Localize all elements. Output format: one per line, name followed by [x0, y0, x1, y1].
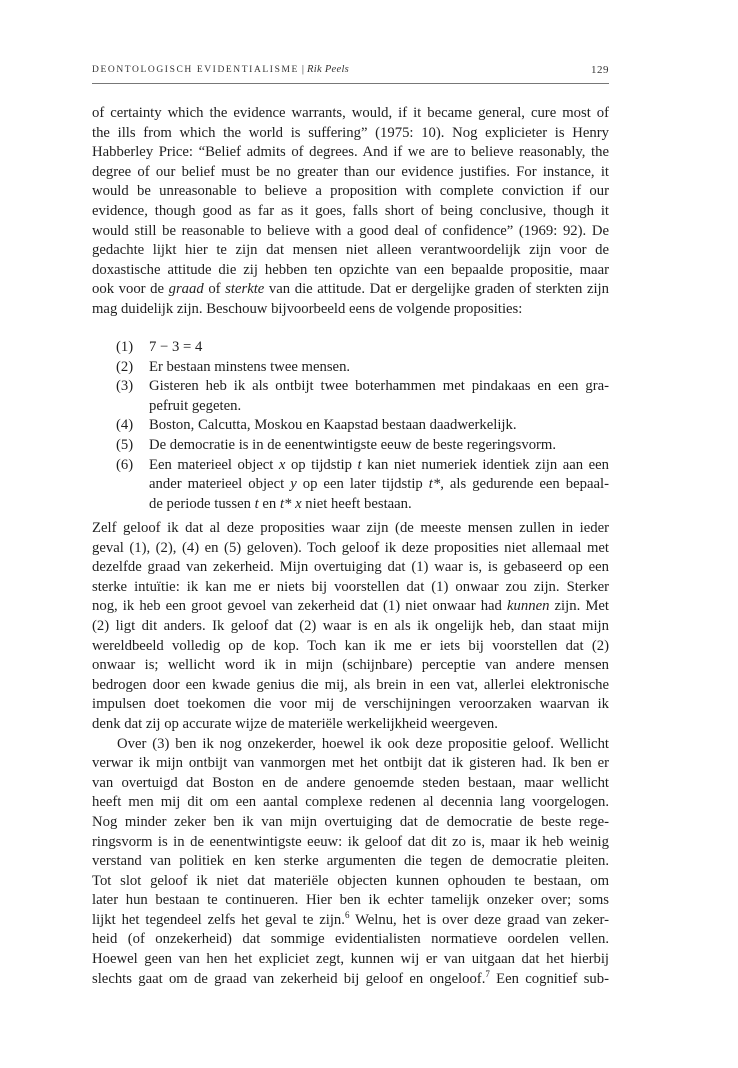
- text-line: would be unreasonable to believe a proposition with complete conviction if our: [92, 183, 609, 200]
- text-line: Over (3) ben ik nog onzekerder, hoewel ik ook deze propositie geloof. Wellicht: [117, 735, 609, 752]
- list-item: [92, 377, 609, 397]
- text-line: sterke intuïtie: ik kan me er niets bij voorstellen dat (1) onwaar zou zijn. Sterker: [92, 578, 609, 595]
- list-item: [92, 358, 609, 378]
- text-line: Nog minder zeker ben ik van mijn overtuiging dat de democratie de beste rege-: [92, 813, 609, 830]
- italic-variable: x: [291, 495, 302, 512]
- list-item-continuation: [92, 495, 609, 515]
- list-number: (1): [116, 339, 134, 355]
- text-line: geval (1), (2), (4) en (5) geloven). Toch geloof ik deze proposities niet allemaal met: [92, 539, 609, 556]
- text-line: heid (of onzekerheid) dat sommige evidentialisten normatieve oordelen vellen.: [92, 931, 609, 948]
- text-line: doxastische attitude die zij hebben ten opzichte van een bepaalde propositie, maar: [92, 261, 609, 278]
- text-line: would still be reasonable to believe with a good deal of confidence” (1969: 92). De: [92, 222, 609, 239]
- text-line: nog, ik heb een groot gevoel van zekerheid dat (1) niet onwaar had kunnen zijn. Met: [92, 598, 609, 615]
- list-item-continuation: [92, 475, 609, 495]
- running-title-block: [92, 64, 349, 75]
- italic-variable: t: [254, 495, 259, 512]
- list-text: pefruit gegeten.: [149, 397, 242, 414]
- text-line: Zelf geloof ik dat al deze proposities waar zijn (de meeste mensen zullen in ieder: [92, 520, 609, 536]
- text-line: van overtuigd dat Boston en de andere genoemde steden bestaan, maar wellicht: [92, 774, 609, 791]
- italic-term: graad: [168, 281, 204, 298]
- text-line: later hun bestaan te continueren. Hier ben ik echter tamelijk onzeker over; soms: [92, 892, 609, 909]
- list-text: 7 − 3 = 4: [149, 339, 203, 355]
- text-line: of certainty which the evidence warrants, would, if it became general, cure most of: [92, 105, 609, 121]
- running-title: DEONTOLOGISCH EVIDENTIALISME: [92, 65, 299, 75]
- text-line: the ills from which the world is suffering” (1975: 10). Nog explicieter is Henry: [92, 124, 609, 141]
- text-line: ook voor de graad of sterkte van die attitude. Dat er dergelijke graden of sterkten zijn: [92, 281, 609, 298]
- text-line: denk dat zij op accurate wijze de materiële werkelijkheid weergeven.: [92, 715, 498, 732]
- italic-term: sterkte: [225, 281, 265, 298]
- proposition-list: [92, 338, 609, 514]
- italic-variable: t: [357, 456, 362, 473]
- list-text: ander materieel object y op een later tijdstip t*, als gedurende een bepaal-: [149, 476, 610, 493]
- italic-variable: x: [278, 456, 286, 473]
- list-text: Een materieel object x op tijdstip t kan niet numeriek identiek zijn aan een: [149, 456, 609, 473]
- italic-variable: t*: [428, 476, 441, 493]
- list-item-continuation: [92, 397, 609, 417]
- list-number: (2): [116, 358, 134, 375]
- list-number: (6): [116, 456, 134, 473]
- italic-variable: y: [290, 476, 297, 493]
- text-line: verwar ik mijn ontbijt van vanmorgen met het ontbijt dat ik gisteren had. Ik ben er: [92, 755, 609, 772]
- text-line: ringsvorm is in de eenentwintigste eeuw: ik geloof dat dit zo is, maar ik heb weinig: [92, 833, 609, 850]
- text-line: lijkt het tegendeel zelfs het geval te zijn.$^6$ Welnu, het is over deze graad van zeker-: [92, 909, 609, 928]
- text-line: mag duidelijk zijn. Beschouw bijvoorbeeld eens de volgende proposities:: [92, 300, 523, 317]
- text-line: onwaar is; wellicht word ik in mijn (schijnbare) perceptie van andere mensen: [92, 657, 609, 674]
- running-author: Rik Peels: [307, 64, 350, 75]
- text-line: slechts gaat om de graad van zekerheid bij geloof en ongeloof.$^7$ Een cognitief sub-: [92, 968, 609, 987]
- running-header: [92, 64, 609, 80]
- text-line: impulsen doet toekomen die voor mij de verschijningen veroorzaken waarvan ik: [92, 696, 609, 713]
- text-line: Tot slot geloof ik niet dat materiële objecten kunnen ophouden te bestaan, om: [92, 872, 609, 889]
- page-number: 129: [591, 64, 609, 76]
- text-line: degree of our belief must be no greater than our evidence justifies. For instance, it: [92, 163, 609, 180]
- footnote-marker[interactable]: 6: [344, 909, 350, 920]
- list-item: [92, 436, 609, 456]
- list-text: Er bestaan minstens twee mensen.: [149, 358, 351, 375]
- footnote-marker[interactable]: 7: [485, 968, 490, 979]
- text-line: Hoewel geen van hen het expliciet zegt, kunnen wij er van uitgaan dat het hierbij: [92, 951, 609, 968]
- text-line: Habberley Price: “Belief admits of degrees. And if we are to believe reasonably, the: [92, 144, 609, 161]
- text-line: (2) ligt dit anders. Ik geloof dat (2) waar is en als ik ongelijk heb, dan staat mijn: [92, 617, 609, 634]
- text-line: dezelfde graad van zekerheid. Mijn overtuiging dat (1) waar is, is gebaseerd op een: [92, 559, 609, 576]
- italic-variable: t*: [279, 495, 292, 512]
- list-text: Gisteren heb ik als ontbijt twee boterhammen met pindakaas en een gra-: [149, 378, 609, 395]
- list-number: (5): [116, 436, 134, 453]
- list-text: Boston, Calcutta, Moskou en Kaapstad bestaan daadwerkelijk.: [149, 417, 517, 434]
- text-line: verstand van politiek en ken sterke argumenten die tegen de democratie pleiten.: [92, 853, 609, 870]
- header-rule: [92, 83, 609, 84]
- text-line: heeft men mij dit om een aantal complexe redenen al decennia lang voorgelogen.: [92, 794, 609, 811]
- paragraph-1: [92, 104, 609, 320]
- list-text: De democratie is in de eenentwintigste eeuw de beste regeringsvorm.: [149, 436, 557, 453]
- header-separator: |: [301, 64, 305, 75]
- list-item: [92, 338, 609, 358]
- list-item: [92, 456, 609, 476]
- list-number: (3): [116, 378, 134, 395]
- text-line: wereldbeeld volledig op de kop. Toch kan ik me er iets bij voorstellen dat (2): [92, 637, 609, 654]
- text-line: evidence, though good as far as it goes, falls short of being conclusive, though it: [92, 202, 609, 219]
- list-text: de periode tussen t en t* x niet heeft bestaan.: [149, 495, 412, 512]
- text-line: gedachte lijkt hier te zijn dat mensen niet alleen verantwoordelijk zijn voor de: [92, 242, 609, 259]
- list-item: [92, 416, 609, 436]
- list-number: (4): [116, 417, 134, 434]
- italic-term: kunnen: [507, 598, 550, 615]
- text-line: bedrogen door een kwade genius die mij, als brein in een vat, allerlei elektronische: [92, 676, 609, 693]
- paragraph-2: [92, 519, 609, 989]
